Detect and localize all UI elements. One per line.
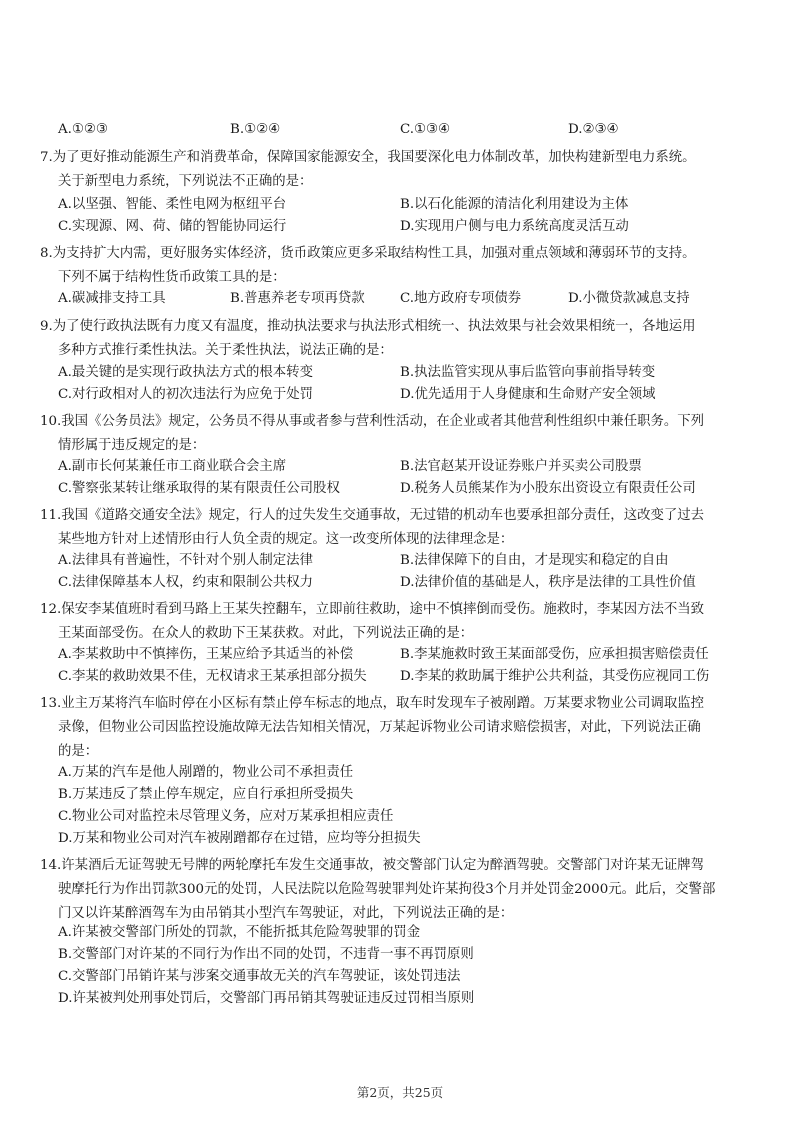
question-13-stem <box>40 692 775 764</box>
q11-option-b: B.法律保障下的自由，才是现实和稳定的自由 <box>400 553 669 568</box>
q7-option-b: B.以石化能源的清洁化利用建设为主体 <box>400 197 629 212</box>
question-13-line-1: 13.业主万某将汽车临时停在小区标有禁止停车标志的地点，取车时发现车子被剐蹭。万某要求物业公司调取监控 <box>40 696 705 711</box>
q12-option-c: C.李某的救助效果不佳，无权请求王某承担部分损失 <box>58 669 367 684</box>
question-8-line-2: 下列不属于结构性货币政策工具的是： <box>58 270 286 285</box>
q10-option-d: D.税务人员熊某作为小股东出资设立有限责任公司 <box>400 481 696 496</box>
q13-option-a: A.万某的汽车是他人剐蹭的，物业公司不承担责任 <box>58 765 354 780</box>
question-10-line-2: 情形属于违反规定的是： <box>58 438 206 453</box>
q11-option-d: D.法律价值的基础是人，秩序是法律的工具性价值 <box>400 575 696 590</box>
q12-option-d: D.李某的救助属于维护公共利益，其受伤应视同工伤 <box>400 669 710 684</box>
question-12-line-1: 12.保安李某值班时看到马路上王某失控翻车，立即前往救助，途中不慎摔倒而受伤。施救时，李某因方法不当致 <box>40 602 705 617</box>
question-7-line-1: 7.为了更好推动能源生产和消费革命，保障国家能源安全，我国要深化电力体制改革，加快构建新型电力系统。 <box>40 150 696 165</box>
q14-option-b: B.交警部门对许某的不同行为作出不同的处罚，不违背一事不再罚原则 <box>58 947 474 962</box>
q6-option-d: D.②③④ <box>568 122 619 137</box>
question-13-line-2: 录像，但物业公司因监控设施故障无法告知相关情况，万某起诉物业公司请求赔偿损害，对此，下列说法正确 <box>58 720 701 735</box>
q9-option-d: D.优先适用于人身健康和生命财产安全领域 <box>400 387 656 402</box>
q12-option-b: B.李某施救时致王某面部受伤，应承担损害赔偿责任 <box>400 647 709 662</box>
question-14-line-3: 门又以许某醉酒驾车为由吊销其小型汽车驾驶证，对此，下列说法正确的是： <box>58 906 514 921</box>
question-9-stem <box>40 315 775 363</box>
q8-option-b: B.普惠养老专项再贷款 <box>230 291 365 306</box>
question-11-line-1: 11.我国《道路交通安全法》规定，行人的过失发生交通事故，无过错的机动车也要承担部分责任，这改变了过去 <box>40 508 705 523</box>
question-14-line-1: 14.许某酒后无证驾驶无号牌的两轮摩托车发生交通事故，被交警部门认定为醉酒驾驶。交警部门对许某无证牌驾 <box>40 858 705 873</box>
q8-option-c: C.地方政府专项债券 <box>400 291 522 306</box>
q6-option-a: A.①②③ <box>58 122 108 137</box>
question-11-stem <box>40 504 775 552</box>
q14-option-a: A.许某被交警部门所处的罚款，不能折抵其危险驾驶罪的罚金 <box>58 925 421 940</box>
q8-option-a: A.碳减排支持工具 <box>58 291 166 306</box>
q14-option-d: D.许某被判处刑事处罚后，交警部门再吊销其驾驶证违反过罚相当原则 <box>58 991 475 1006</box>
question-8-stem <box>40 242 775 290</box>
q9-option-b: B.执法监管实现从事后监管向事前指导转变 <box>400 365 656 380</box>
q7-option-d: D.实现用户侧与电力系统高度灵活互动 <box>400 219 629 234</box>
question-8-line-1: 8.为支持扩大内需，更好服务实体经济，货币政策应更多采取结构性工具，加强对重点领域和薄弱环节的支持。 <box>40 246 696 261</box>
q14-option-c: C.交警部门吊销许某与涉案交通事故无关的汽车驾驶证，该处罚违法 <box>58 969 461 984</box>
q9-option-a: A.最关键的是实现行政执法方式的根本转变 <box>58 365 313 380</box>
q13-option-d: D.万某和物业公司对汽车被剐蹭都存在过错，应均等分担损失 <box>58 831 421 846</box>
q12-option-a: A.李某救助中不慎摔伤，王某应给予其适当的补偿 <box>58 647 354 662</box>
page-number-footer: 第2页，共25页 <box>356 1085 444 1100</box>
q10-option-c: C.警察张某转让继承取得的某有限责任公司股权 <box>58 481 340 496</box>
q6-option-b: B.①②④ <box>230 122 281 137</box>
q10-option-b: B.法官赵某开设证券账户并买卖公司股票 <box>400 459 642 474</box>
q13-option-b: B.万某违反了禁止停车规定，应自行承担所受损失 <box>58 787 354 802</box>
q9-option-c: C.对行政相对人的初次违法行为应免于处罚 <box>58 387 314 402</box>
q10-option-a: A.副市长何某兼任市工商业联合会主席 <box>58 459 287 474</box>
q6-option-c: C.①③④ <box>400 122 451 137</box>
question-7-stem <box>40 146 775 194</box>
question-7-line-2: 关于新型电力系统，下列说法不正确的是： <box>58 174 313 189</box>
question-10-stem <box>40 410 775 458</box>
question-9-line-1: 9.为了使行政执法既有力度又有温度，推动执法要求与执法形式相统一、执法效果与社会效果相统一，各地运用 <box>40 319 696 334</box>
q7-option-a: A.以坚强、智能、柔性电网为枢纽平台 <box>58 197 287 212</box>
question-11-line-2: 某些地方针对上述情形由行人负全责的规定。这一改变所体现的法律理念是： <box>58 532 514 547</box>
question-9-line-2: 多种方式推行柔性执法。关于柔性执法，说法正确的是： <box>58 343 393 358</box>
question-13-line-3: 的是： <box>58 744 99 759</box>
question-12-stem <box>40 598 775 646</box>
question-14-stem <box>40 854 775 926</box>
question-10-line-1: 10.我国《公务员法》规定，公务员不得从事或者参与营利性活动，在企业或者其他营利性组织中兼任职务。下列 <box>40 414 705 429</box>
q7-option-c: C.实现源、网、荷、储的智能协同运行 <box>58 219 287 234</box>
q11-option-c: C.法律保障基本人权，约束和限制公共权力 <box>58 575 314 590</box>
question-12-line-2: 王某面部受伤。在众人的救助下王某获救。对此，下列说法正确的是： <box>58 626 474 641</box>
question-14-line-2: 驶摩托行为作出罚款300元的处罚，人民法院以危险驾驶罪判处许某拘役3个月并处罚金2000元。此后，交警部 <box>58 882 716 897</box>
q8-option-d: D.小微贷款减息支持 <box>568 291 690 306</box>
q13-option-c: C.物业公司对监控未尽管理义务，应对万某承担相应责任 <box>58 809 394 824</box>
q11-option-a: A.法律具有普遍性，不针对个别人制定法律 <box>58 553 313 568</box>
